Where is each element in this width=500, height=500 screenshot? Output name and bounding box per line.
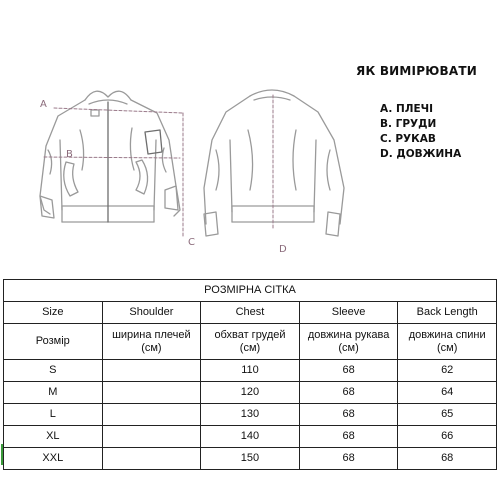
- legend-item-length: D. ДОВЖИНА: [380, 148, 462, 160]
- cell-back-length: 64: [398, 382, 497, 404]
- legend-item-sleeve: C. РУКАВ: [380, 133, 436, 145]
- unit-sleeve: довжина рукава (см): [299, 324, 398, 360]
- how-to-measure-legend: [356, 64, 477, 162]
- cell-chest: 130: [201, 404, 300, 426]
- legend-item-chest: B. ГРУДИ: [380, 118, 437, 130]
- header-shoulder: Shoulder: [102, 302, 201, 324]
- label-c: C: [188, 237, 195, 248]
- cell-chest: 120: [201, 382, 300, 404]
- jacket-back-sketch: [204, 90, 344, 236]
- table-row: [4, 404, 497, 426]
- table-unit-row: [4, 324, 497, 360]
- cell-shoulder: [102, 404, 201, 426]
- how-to-measure-title: ЯК ВИМІРЮВАТИ: [356, 64, 477, 78]
- table-title: РОЗМІРНА СІТКА: [4, 280, 497, 302]
- table-row: [4, 382, 497, 404]
- unit-chest: обхват грудей (см): [201, 324, 300, 360]
- legend-item-shoulder: A. ПЛЕЧІ: [380, 103, 434, 115]
- unit-shoulder: ширина плечей (см): [102, 324, 201, 360]
- header-sleeve: Sleeve: [299, 302, 398, 324]
- table-title-row: [4, 280, 497, 302]
- cell-shoulder: [102, 448, 201, 470]
- table-row: [4, 448, 497, 470]
- cell-chest: 140: [201, 426, 300, 448]
- cell-sleeve: 68: [299, 404, 398, 426]
- table-row: [4, 360, 497, 382]
- label-d: D: [279, 244, 287, 255]
- cell-shoulder: [102, 426, 201, 448]
- size-chart-table: [3, 279, 497, 470]
- cell-sleeve: 68: [299, 426, 398, 448]
- cell-sleeve: 68: [299, 382, 398, 404]
- header-size: Size: [4, 302, 103, 324]
- cell-sleeve: 68: [299, 448, 398, 470]
- header-back-length: Back Length: [398, 302, 497, 324]
- unit-size: Розмір: [4, 324, 103, 360]
- cell-size: M: [4, 382, 103, 404]
- label-b: B: [66, 149, 73, 160]
- table-header-row: [4, 302, 497, 324]
- cell-size: L: [4, 404, 103, 426]
- cell-chest: 150: [201, 448, 300, 470]
- jacket-front-sketch: [40, 91, 180, 222]
- cell-back-length: 66: [398, 426, 497, 448]
- cell-size: XL: [4, 426, 103, 448]
- cell-back-length: 62: [398, 360, 497, 382]
- label-a: A: [40, 99, 47, 110]
- cell-sleeve: 68: [299, 360, 398, 382]
- cell-size: XXL: [4, 448, 103, 470]
- cell-back-length: 65: [398, 404, 497, 426]
- unit-back-length: довжина спини (см): [398, 324, 497, 360]
- cell-shoulder: [102, 382, 201, 404]
- table-row: [4, 426, 497, 448]
- cell-chest: 110: [201, 360, 300, 382]
- cell-back-length: 68: [398, 448, 497, 470]
- header-chest: Chest: [201, 302, 300, 324]
- cell-size: S: [4, 360, 103, 382]
- cell-shoulder: [102, 360, 201, 382]
